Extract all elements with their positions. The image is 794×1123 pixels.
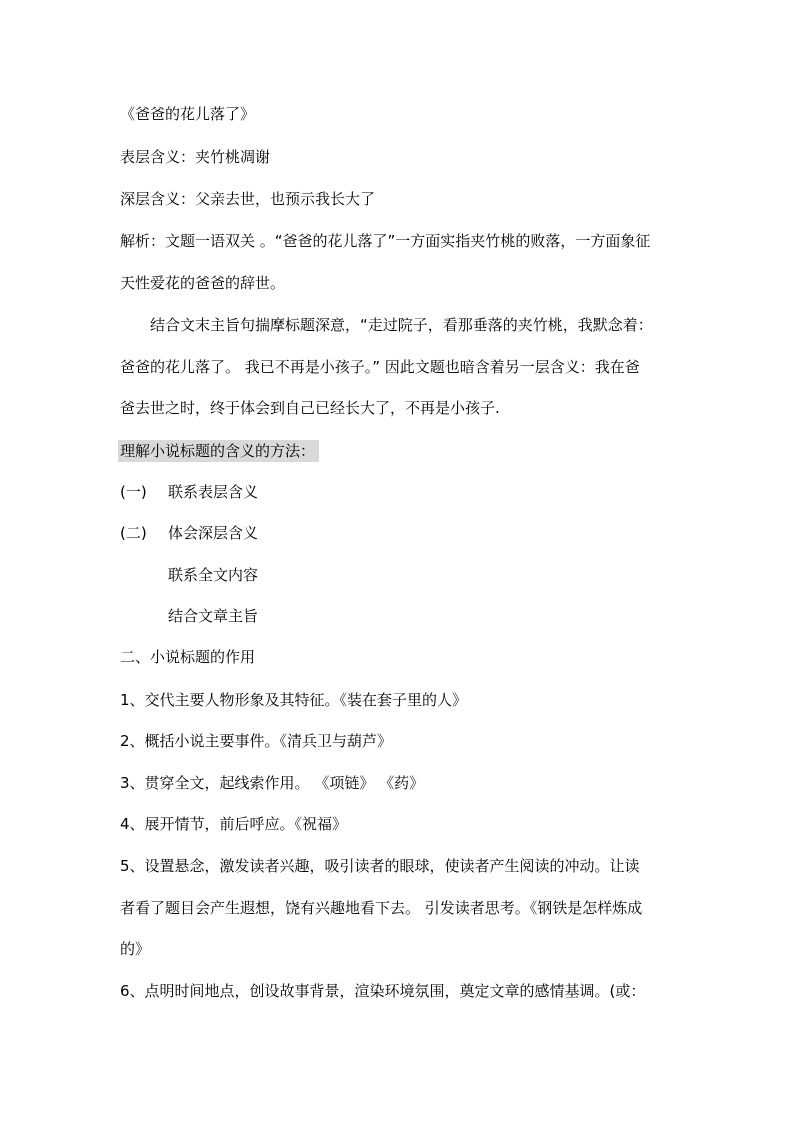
list-item: 4、展开情节，前后呼应。《祝福》 — [120, 815, 348, 833]
list-item: 的》 — [120, 940, 151, 958]
list-item: 5、设置悬念，激发读者兴趣，吸引读者的眼球，使读者产生阅读的冲动。让读 — [120, 857, 640, 875]
list-item: 者看了题目会产生遐想，饶有兴趣地看下去。 引发读者思考。《钢铁是怎样炼成 — [120, 899, 643, 917]
paragraph-line-3: 爸去世之时，终于体会到自己已经长大了，不再是小孩子. — [120, 399, 500, 417]
sub-item-1: 联系全文内容 — [168, 566, 259, 584]
section-heading: 二、小说标题的作用 — [120, 648, 256, 666]
analysis-line-1: 解析：文题一语双关 。“爸爸的花儿落了”一方面实指夹竹桃的败落，一方面象征 — [120, 232, 651, 250]
method-text: 体会深层含义 — [168, 524, 259, 542]
method-marker: (二) — [120, 524, 147, 542]
list-item: 2、概括小说主要事件。《清兵卫与葫芦》 — [120, 732, 393, 750]
method-heading — [120, 441, 319, 461]
paragraph-line-2: 爸爸的花儿落了。 我已不再是小孩子。” 因此文题也暗含着另一层含义：我在爸 — [120, 358, 640, 376]
method-text: 联系表层含义 — [168, 483, 259, 501]
paragraph-line-1: 结合文末主旨句揣摩标题深意，“走过院子，看那垂落的夹竹桃，我默念着： — [150, 316, 653, 334]
method-item-1 — [120, 482, 258, 502]
method-marker: (一) — [120, 483, 147, 501]
list-item: 1、交代主要人物形象及其特征。《装在套子里的人》 — [120, 691, 468, 709]
analysis-line-2: 天性爱花的爸爸的辞世。 — [120, 274, 286, 292]
surface-meaning-line: 表层含义：夹竹桃凋谢 — [120, 148, 271, 166]
document-title: 《爸爸的花儿落了》 — [120, 105, 256, 123]
method-item-2 — [120, 523, 258, 543]
highlighted-heading-text: 理解小说标题的含义的方法： — [118, 440, 319, 462]
deep-meaning-line: 深层含义：父亲去世，也预示我长大了 — [120, 190, 376, 208]
list-item: 6、点明时间地点，创设故事背景，渲染环境氛围，奠定文章的感情基调。(或： — [120, 982, 646, 1000]
sub-item-2: 结合文章主旨 — [168, 607, 259, 625]
list-item: 3、贯穿全文，起线索作用。 《项链》 《药》 — [120, 774, 425, 792]
